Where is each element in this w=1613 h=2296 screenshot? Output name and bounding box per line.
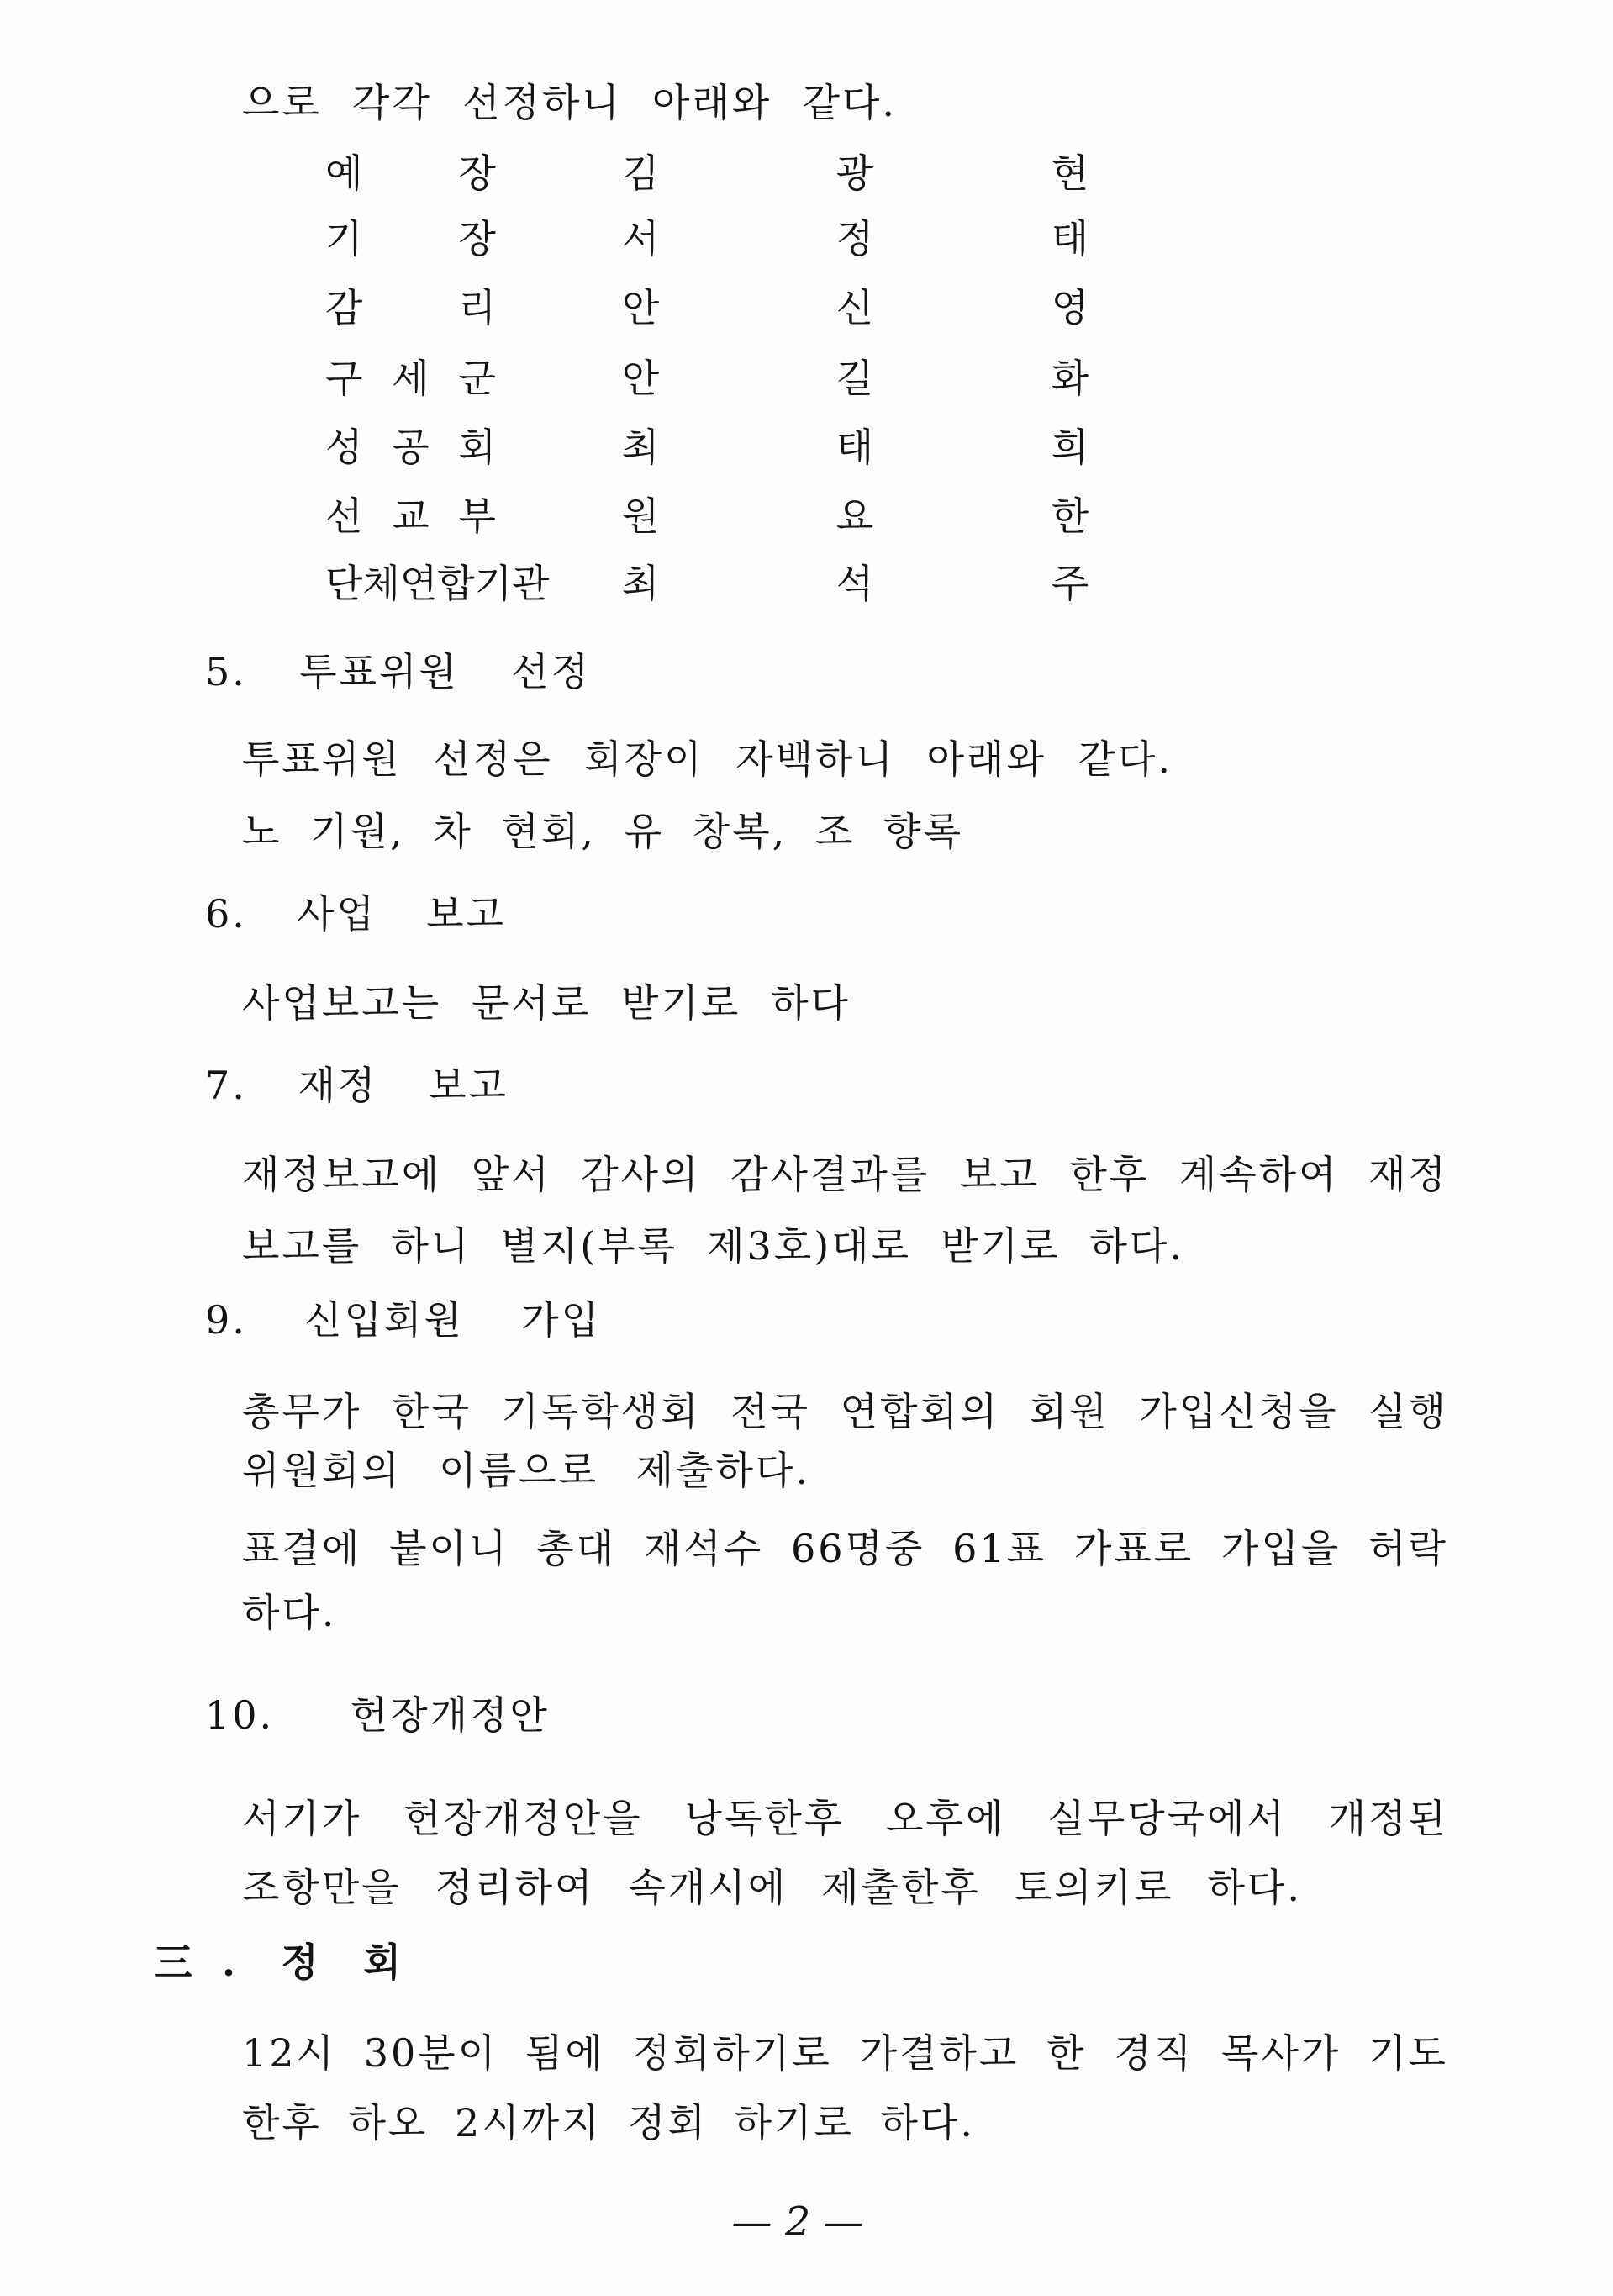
- org-label: 선 교 부: [325, 494, 496, 539]
- section-heading: 5. 투표위원 선정: [205, 649, 591, 694]
- name-char: 태: [835, 425, 874, 470]
- name-char: 요: [835, 494, 874, 539]
- section-heading: 三. 정 회: [154, 1940, 403, 1985]
- name-char: 석: [835, 561, 874, 606]
- name-char: 안: [621, 356, 660, 401]
- section-heading: 10. 헌장개정안: [205, 1692, 550, 1738]
- name-char: 현: [1051, 150, 1089, 196]
- body-line: 보고를 하니 별지(부록 제3호)대로 받기로 하다.: [242, 1223, 1184, 1269]
- name-char: 태: [1051, 216, 1089, 261]
- name-char: 원: [621, 494, 660, 539]
- body-line: 표결에 붙이니 총대 재석수 66명중 61표 가표로 가입을 허락: [242, 1526, 1448, 1571]
- section-heading: 7. 재정 보고: [205, 1063, 509, 1108]
- body-line: 서기가 헌장개정안을 낭독한후 오후에 실무당국에서 개정된: [242, 1796, 1448, 1841]
- intro-line: 으로 각각 선정하니 아래와 같다.: [242, 80, 897, 125]
- name-char: 한: [1051, 494, 1089, 539]
- body-line: 조항만을 정리하여 속개시에 제출한후 토의키로 하다.: [242, 1865, 1302, 1910]
- body-line: 12시 30분이 됨에 정회하기로 가결하고 한 경직 목사가 기도: [242, 2030, 1448, 2076]
- org-label: 기 장: [325, 216, 496, 261]
- org-label: 예 장: [325, 150, 496, 196]
- name-char: 정: [835, 216, 874, 261]
- name-char: 희: [1051, 425, 1089, 470]
- org-label: 단체연합기관: [325, 561, 550, 606]
- name-char: 최: [621, 561, 660, 606]
- name-char: 김: [621, 150, 660, 196]
- body-line: 하다.: [242, 1590, 337, 1635]
- org-label: 성 공 회: [325, 425, 496, 470]
- body-line: 총무가 한국 기독학생회 전국 연합회의 회원 가입신청을 실행: [242, 1389, 1448, 1434]
- body-line: 사업보고는 문서로 받기로 하다: [242, 980, 851, 1026]
- page-number: — 2 —: [731, 2198, 864, 2246]
- body-line: 재정보고에 앞서 감사의 감사결과를 보고 한후 계속하여 재정: [242, 1152, 1448, 1197]
- body-line: 한후 하오 2시까지 정회 하기로 하다.: [242, 2100, 975, 2146]
- name-char: 주: [1051, 561, 1089, 606]
- body-line: 투표위원 선정은 회장이 자백하니 아래와 같다.: [242, 736, 1173, 782]
- name-char: 서: [621, 216, 660, 261]
- org-label: 감 리: [325, 285, 496, 330]
- name-char: 영: [1051, 285, 1089, 330]
- section-heading: 6. 사업 보고: [205, 891, 506, 937]
- body-line: 노 기원, 차 현회, 유 창복, 조 향록: [242, 809, 963, 854]
- name-char: 화: [1051, 356, 1089, 401]
- name-char: 길: [835, 356, 874, 401]
- name-char: 최: [621, 425, 660, 470]
- body-line: 위원회의 이름으로 제출하다.: [242, 1448, 810, 1493]
- name-char: 안: [621, 285, 660, 330]
- org-label: 구 세 군: [325, 356, 496, 401]
- name-char: 광: [835, 150, 874, 196]
- section-heading: 9. 신입회원 가입: [205, 1297, 601, 1343]
- name-char: 신: [835, 285, 874, 330]
